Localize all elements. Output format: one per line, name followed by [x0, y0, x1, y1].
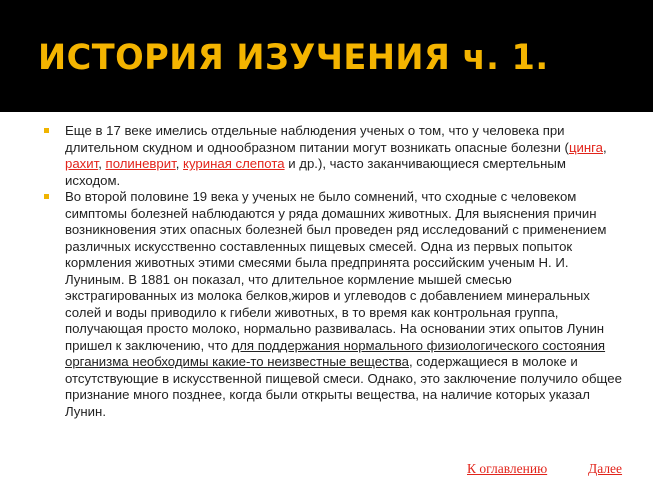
title-bar [0, 0, 653, 112]
next-slide-link[interactable]: Далее [588, 461, 623, 476]
link-separator: , [603, 139, 607, 155]
table-of-contents-link[interactable]: К оглавлению [467, 461, 548, 476]
slide-content [44, 123, 624, 420]
bullet-paragraph-2 [44, 189, 624, 420]
link-polinevrit[interactable]: полиневрит [105, 156, 176, 171]
paragraph-1-end: и др.), часто заканчивающиеся смертельным исходом. [65, 156, 566, 188]
paragraph-2-end: , содержащиеся в молоке и отсутствующие в искусственной пищевой смеси. Однако, это заключение получило общее признание много позднее, когда были открыты вещества, на наличие которых указал Лунин. [65, 354, 622, 419]
paragraph-1-start: Еще в 17 веке имелись отдельные наблюдения ученых о том, что у человека при длительном скудном и однообразном питании могут возникать опасные болезни ( [65, 123, 569, 155]
underlined-conclusion: для поддержания нормального физиологического состояния организма необходимы какие-то неизвестные вещества [65, 337, 606, 369]
slide-title: ИСТОРИЯ ИЗУЧЕНИЯ ч. 1. [38, 38, 549, 78]
link-separator: , [175, 156, 184, 171]
link-kurinaya-slepota[interactable]: куриная слепота [183, 156, 285, 171]
bullet-square-icon [44, 128, 49, 133]
link-separator: , [98, 156, 106, 171]
bullet-paragraph-1 [44, 123, 624, 189]
paragraph-2-start: Во второй половине 19 века у ученых не было сомнений, что сходные с человеком симптомы болезней наблюдаются у ряда домашних животных. Для выяснения причин возникновения этих опасных болезней был проведен ряд исследований с применением различных искусственно составленных пищевых смесей. Одна из первых попыток кормления животных этими смесями была предпринята российским ученым Н. И. Луниным. В 1881 он показал, что длительное кормление мышей смесью экстрагированных из молока белков,жиров и углеводов с добавлением минеральных солей и воды приводило к гибели животных, в то время как контрольная группа, получающая просто молоко, нормально развивалась. На основании этих опытов Лунин пришел к заключению, что [65, 189, 607, 353]
bullet-square-icon [44, 194, 49, 199]
link-rakhit[interactable]: рахит [65, 156, 99, 171]
link-tsinga[interactable]: цинга [568, 139, 604, 155]
